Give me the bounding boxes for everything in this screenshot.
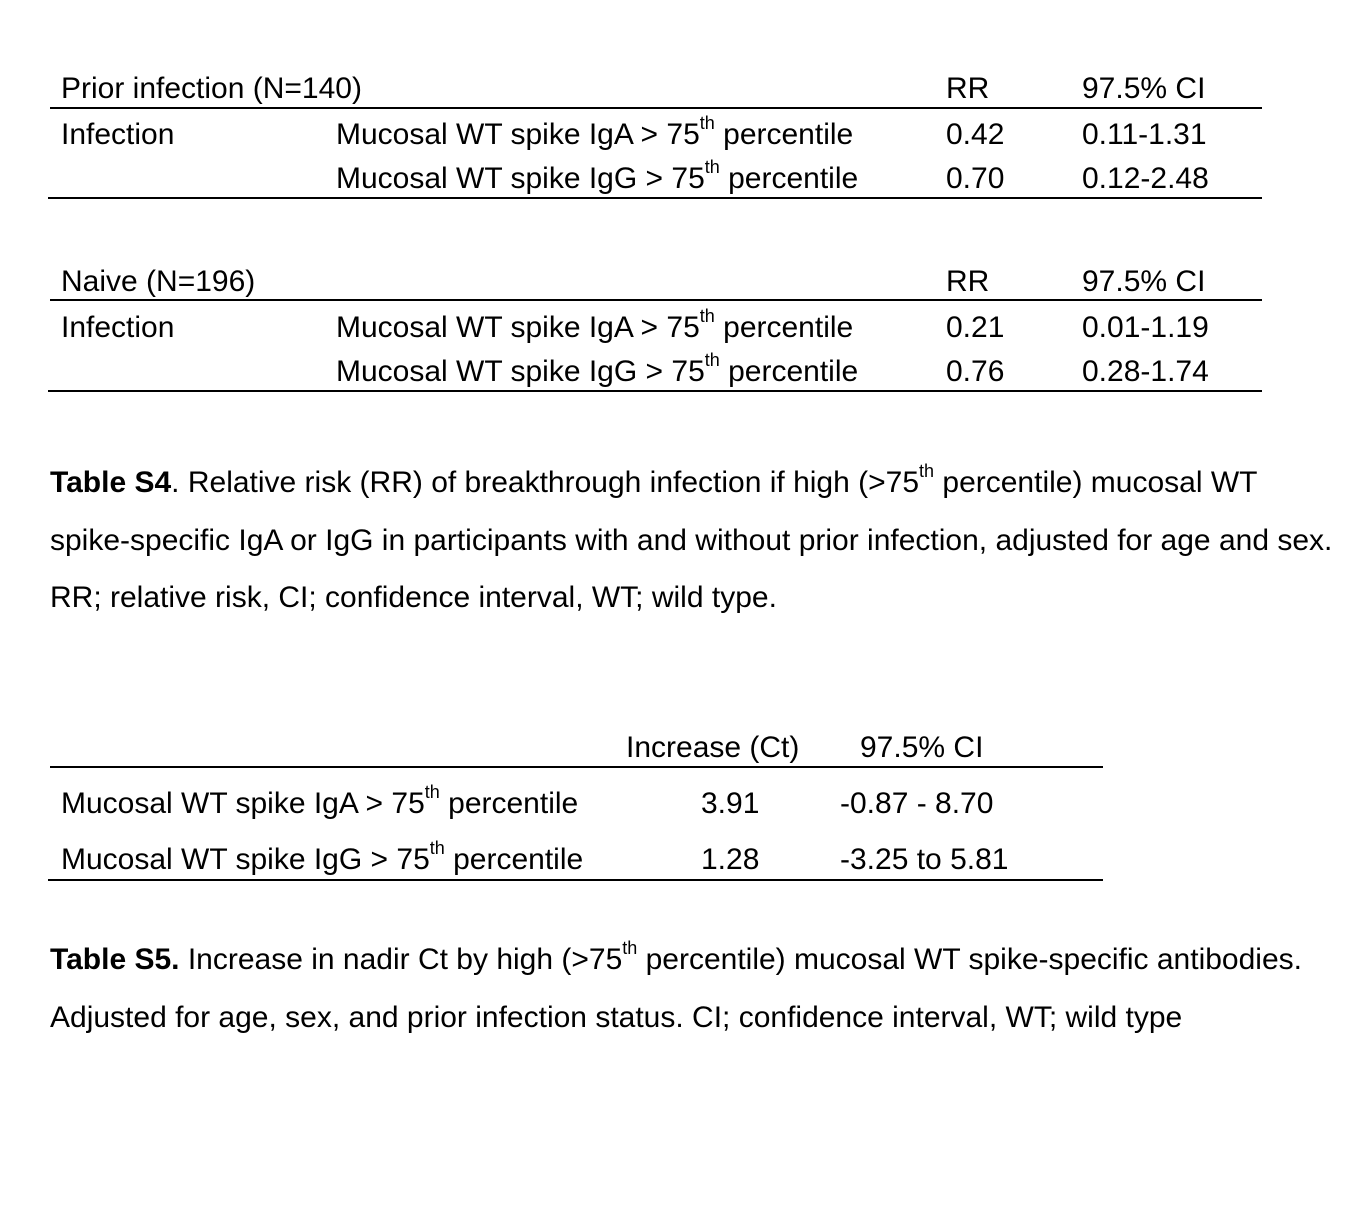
s5-header-rule xyxy=(50,766,1103,768)
prior-header-rule xyxy=(50,107,1262,109)
s5-row-iga-label: Mucosal WT spike IgA > 75th percentile xyxy=(61,782,579,820)
naive-header-rule xyxy=(50,299,1262,301)
s5-row-iga-value: 3.91 xyxy=(701,787,760,820)
prior-ci-header: 97.5% CI xyxy=(1082,72,1206,105)
s5-bottom-rule xyxy=(48,879,1103,881)
table-s4-caption: Table S4. Relative risk (RR) of breakthrough infection if high (>75th percentile) mucosal WT spike-specific IgA or IgG in participants with and without prior infection, adjusted for age and sex. RR; relative risk, CI; confidence interval, WT; wild type. xyxy=(50,461,1333,614)
naive-bottom-rule xyxy=(48,390,1262,392)
naive-rr-header: RR xyxy=(946,265,990,298)
prior-row-iga-rr: 0.42 xyxy=(946,118,1005,151)
naive-row-igg-rr: 0.76 xyxy=(946,355,1005,388)
s5-row-iga-ci: -0.87 - 8.70 xyxy=(840,787,994,820)
prior-row-igg-ci: 0.12-2.48 xyxy=(1082,162,1209,195)
naive-row-igg-ci: 0.28-1.74 xyxy=(1082,355,1209,388)
naive-row-iga-ci: 0.01-1.19 xyxy=(1082,311,1209,344)
naive-row-iga-label: Mucosal WT spike IgA > 75th percentile xyxy=(336,306,854,344)
s5-row-igg-value: 1.28 xyxy=(701,843,760,876)
prior-rr-header: RR xyxy=(946,72,990,105)
table-s5-caption: Table S5. Increase in nadir Ct by high (>75th percentile) mucosal WT spike-specific antibodies. Adjusted for age, sex, and prior infection status. CI; confidence interval, WT; wild type xyxy=(50,938,1302,1034)
table-s5-caption-label: Table S5. xyxy=(50,943,180,976)
prior-row-igg-rr: 0.70 xyxy=(946,162,1005,195)
prior-outcome-label: Infection xyxy=(61,118,175,151)
prior-row-iga-ci: 0.11-1.31 xyxy=(1082,118,1207,151)
prior-row-iga-label: Mucosal WT spike IgA > 75th percentile xyxy=(336,113,854,151)
naive-outcome-label: Infection xyxy=(61,311,175,344)
prior-row-igg-label: Mucosal WT spike IgG > 75th percentile xyxy=(336,157,859,195)
s5-increase-header: Increase (Ct) xyxy=(626,731,800,764)
naive-row-igg-label: Mucosal WT spike IgG > 75th percentile xyxy=(336,350,859,388)
prior-group-header: Prior infection (N=140) xyxy=(61,72,362,105)
naive-row-iga-rr: 0.21 xyxy=(946,311,1005,344)
naive-ci-header: 97.5% CI xyxy=(1082,265,1206,298)
s5-row-igg-label: Mucosal WT spike IgG > 75th percentile xyxy=(61,838,584,876)
s5-row-igg-ci: -3.25 to 5.81 xyxy=(840,843,1009,876)
table-s4-caption-label: Table S4 xyxy=(50,466,172,499)
naive-group-header: Naive (N=196) xyxy=(61,265,256,298)
prior-bottom-rule xyxy=(48,197,1262,199)
s5-ci-header: 97.5% CI xyxy=(860,731,984,764)
